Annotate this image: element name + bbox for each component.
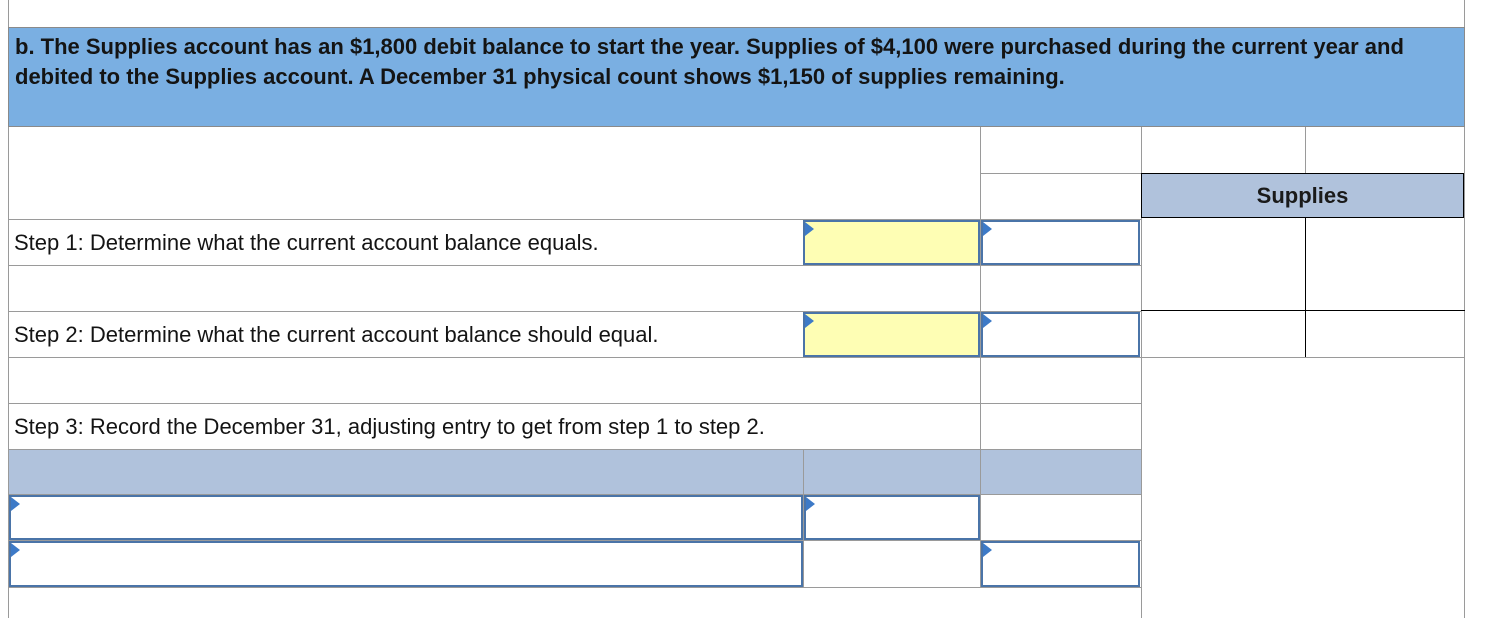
input-marker-icon	[983, 222, 992, 236]
step-1-account-dropdown[interactable]	[803, 220, 980, 265]
input-marker-icon	[806, 497, 815, 511]
step-1-amount-input[interactable]	[981, 220, 1140, 265]
journal-credit-input-2[interactable]	[981, 541, 1140, 587]
journal-header-debit	[804, 450, 980, 494]
grid-line	[8, 265, 1141, 266]
grid-line	[980, 127, 981, 587]
step-2-label: Step 2: Determine what the current account balance should equal.	[14, 322, 659, 347]
input-marker-icon	[983, 314, 992, 328]
question-header	[8, 27, 1465, 127]
dropdown-marker-icon	[805, 314, 814, 328]
input-marker-icon	[983, 543, 992, 557]
step-3-label: Step 3: Record the December 31, adjusting entry to get from step 1 to step 2.	[14, 414, 765, 439]
journal-account-input-1[interactable]	[9, 495, 803, 540]
grid-line	[8, 357, 1465, 358]
t-account-center-line	[1305, 218, 1306, 357]
journal-header-credit	[981, 450, 1141, 494]
step-1-label: Step 1: Determine what the current account balance equals.	[14, 230, 599, 255]
journal-header-account	[9, 450, 803, 494]
dropdown-marker-icon	[805, 222, 814, 236]
grid-line	[980, 173, 1141, 174]
journal-account-input-2[interactable]	[9, 541, 803, 587]
question-text: b. The Supplies account has an $1,800 debit balance to start the year. Supplies of $4,100 were purchased during the current year and debited to the Supplies account. A December 31 physical count shows $1,150 of supplies remaining.	[15, 34, 1404, 89]
grid-line	[8, 587, 1141, 588]
input-marker-icon	[11, 543, 20, 557]
t-account-balance-line	[1141, 310, 1465, 311]
grid-line	[8, 403, 1141, 404]
input-marker-icon	[11, 497, 20, 511]
t-account-title: Supplies	[1141, 173, 1464, 218]
step-2-account-dropdown[interactable]	[803, 312, 980, 357]
step-2-amount-input[interactable]	[981, 312, 1140, 357]
grid-line	[1305, 127, 1306, 173]
journal-debit-input-1[interactable]	[804, 495, 980, 540]
